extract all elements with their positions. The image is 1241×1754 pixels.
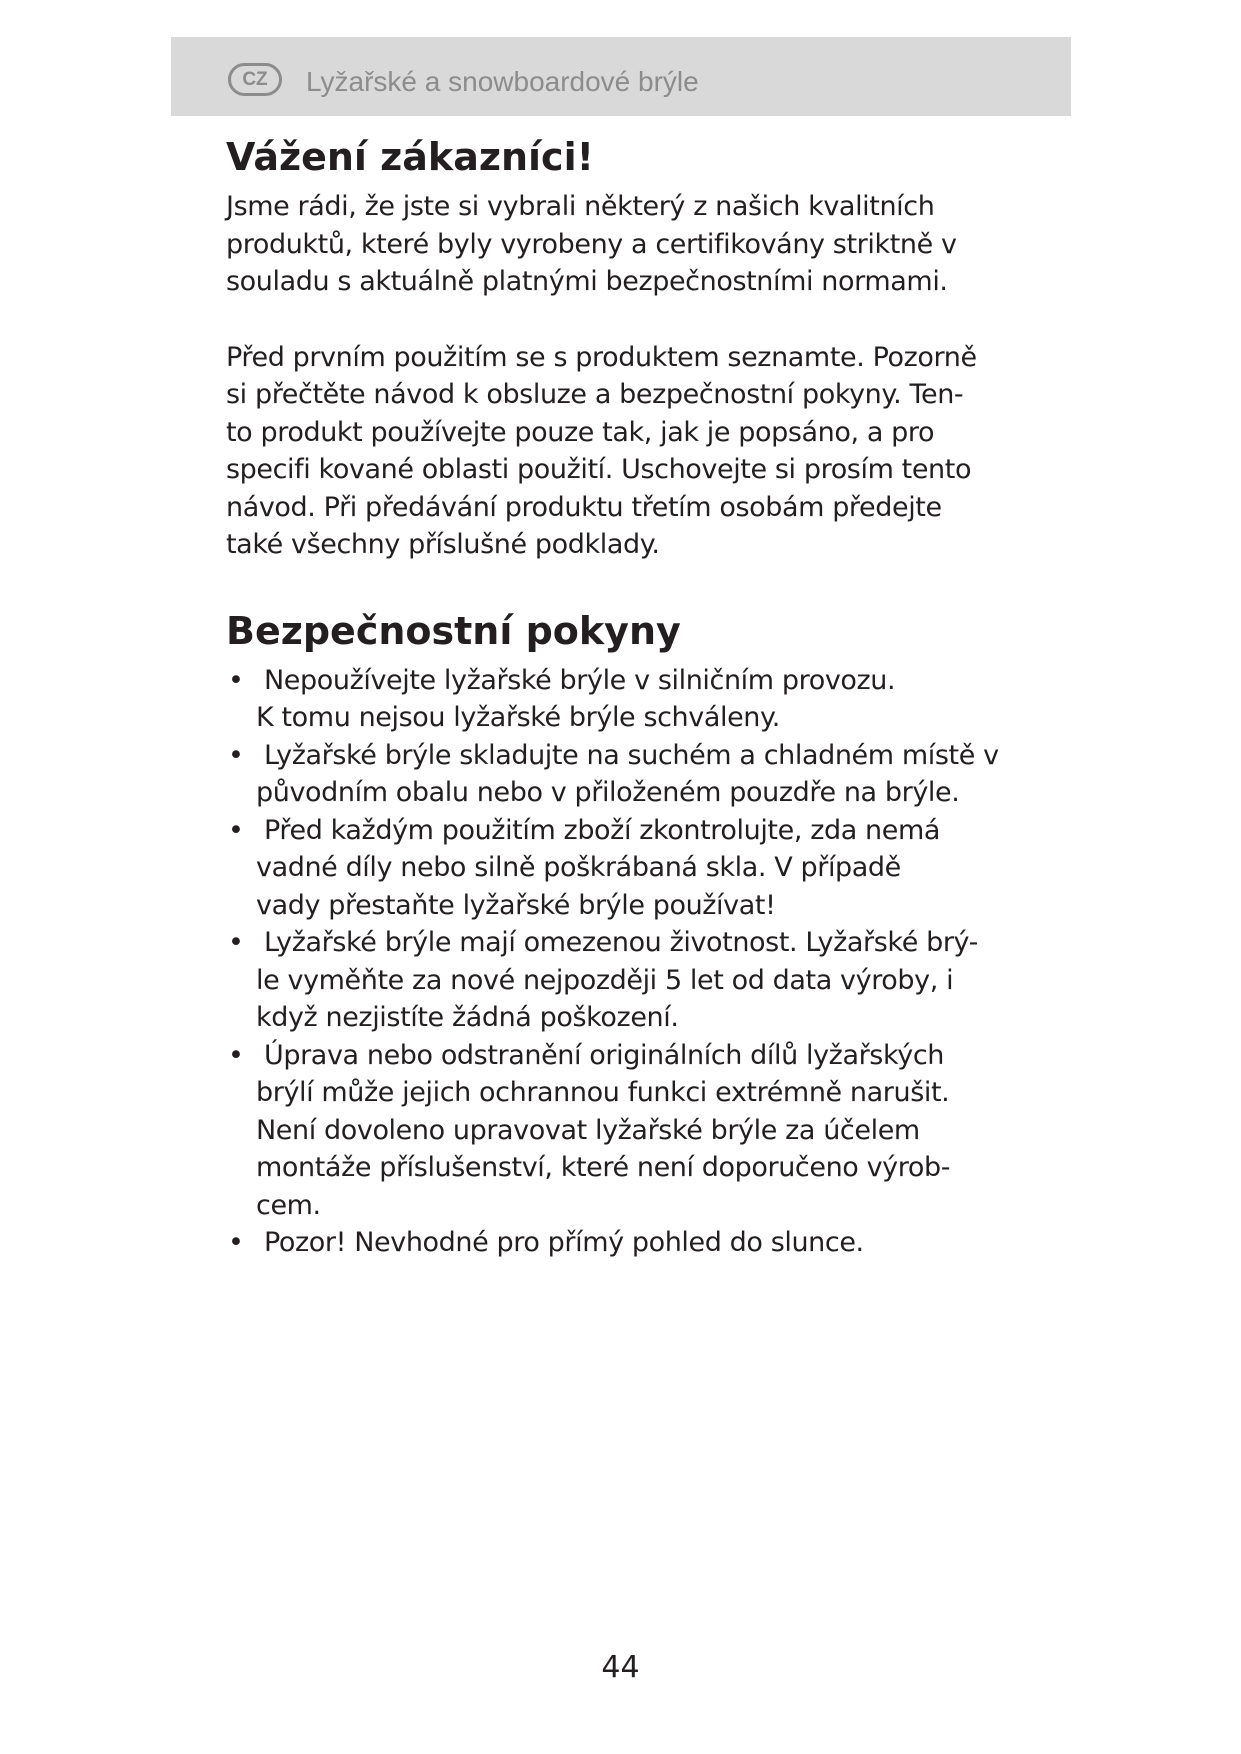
usage-paragraph [226, 339, 1026, 564]
usage-line: také všechny příslušné podklady. [226, 529, 660, 560]
header-title: Lyžařské a snowboardové brýle [306, 66, 699, 97]
bullet-icon: • [228, 1227, 244, 1258]
safety-item-line: montáže příslušenství, které není doporučeno výrob- [256, 1152, 951, 1183]
safety-item-line: když nezjistíte žádná poškození. [256, 1002, 679, 1033]
intro-line: souladu s aktuálně platnými bezpečnostními normami. [226, 266, 948, 297]
safety-item [226, 812, 1026, 925]
safety-item [226, 662, 1026, 737]
bullet-icon: • [228, 927, 244, 958]
bullet-icon: • [228, 1039, 244, 1071]
usage-line: návod. Při předávání produktu třetím osobám předejte [226, 491, 942, 523]
bullet-icon: • [228, 814, 244, 846]
safety-item-line: Nepoužívejte lyžařské brýle v silničním provozu. [264, 664, 896, 696]
safety-item [226, 1037, 1026, 1225]
safety-item-line: le vyměňte za nové nejpozději 5 let od data výroby, i [256, 964, 954, 996]
safety-item-line: Před každým použitím zboží zkontrolujte, zda nemá [264, 814, 941, 846]
usage-line: specifi kované oblasti použití. Uschovejte si prosím tento [226, 454, 972, 485]
safety-item [226, 924, 1026, 1037]
safety-heading: Bezpečnostní pokyny [226, 608, 681, 653]
page-number: 44 [601, 1650, 640, 1685]
safety-item-line: Lyžařské brýle skladujte na suchém a chladném místě v [264, 739, 999, 771]
safety-item-line: vady přestaňte lyžařské brýle používat! [256, 889, 776, 921]
usage-line: Před prvním použitím se s produktem seznamte. Pozorně [226, 341, 977, 373]
safety-list [226, 662, 1026, 1262]
safety-item-line: Lyžařské brýle mají omezenou životnost. Lyžařské brý- [264, 927, 978, 958]
safety-item-line: vadné díly nebo silně poškrábaná skla. V případě [256, 852, 901, 883]
safety-item [226, 737, 1026, 812]
safety-item-line: původním obalu nebo v přiloženém pouzdře na brýle. [256, 777, 960, 808]
safety-item-line: Úprava nebo odstranění originálních dílů lyžařských [264, 1039, 944, 1071]
safety-item-line: brýlí může jejich ochrannou funkci extrémně narušit. [256, 1077, 950, 1108]
safety-item-line: Pozor! Nevhodné pro přímý pohled do slunce. [264, 1227, 864, 1258]
safety-item-line: Není dovoleno upravovat lyžařské brýle za účelem [256, 1114, 920, 1146]
safety-item-line: K tomu nejsou lyžařské brýle schváleny. [256, 702, 780, 733]
intro-line: produktů, které byly vyrobeny a certifikovány striktně v [226, 228, 957, 260]
language-badge: CZ [228, 63, 282, 96]
usage-line: to produkt používejte pouze tak, jak je popsáno, a pro [226, 416, 935, 448]
section-spacer [226, 564, 1026, 600]
page-content [226, 126, 1026, 1262]
bullet-icon: • [228, 739, 244, 771]
greeting-heading: Vážení zákazníci! [226, 135, 594, 179]
paragraph-spacer [226, 301, 1026, 339]
usage-line: si přečtěte návod k obsluze a bezpečnostní pokyny. Ten- [226, 379, 964, 410]
page-header [171, 37, 1071, 116]
bullet-icon: • [228, 664, 244, 696]
intro-paragraph [226, 188, 1026, 301]
safety-item [226, 1224, 1026, 1262]
intro-line: Jsme rádi, že jste si vybrali některý z našich kvalitních [226, 191, 935, 222]
safety-item-line: cem. [256, 1189, 321, 1221]
